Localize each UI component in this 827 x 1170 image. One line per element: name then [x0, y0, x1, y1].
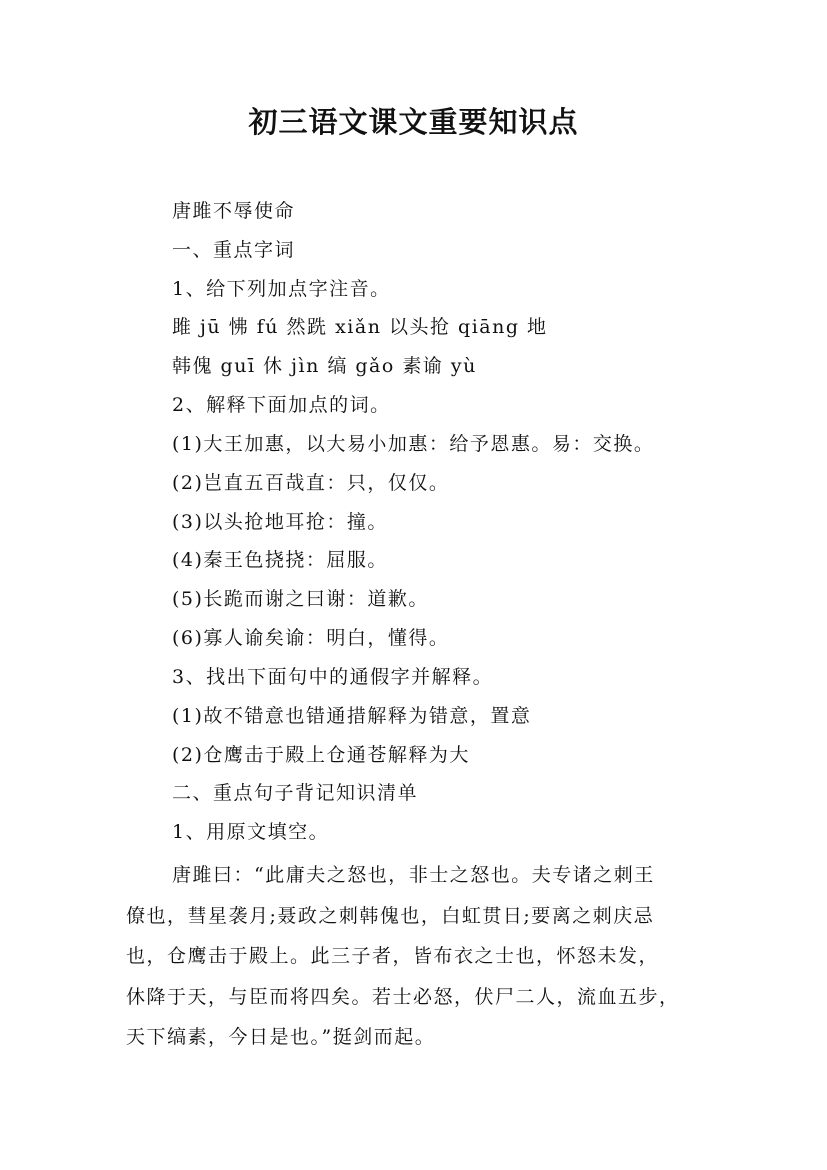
section-heading-key-sentences: 二、重点句子背记知识清单: [172, 782, 419, 804]
explanation-item-4: (4)秦王色挠挠：屈服。: [172, 549, 388, 571]
explanation-item-3: (3)以头抢地耳抢：撞。: [172, 511, 388, 533]
pinyin-line-2: 韩傀 guī 休 jìn 缟 gǎo 素谕 yù: [172, 355, 477, 377]
passage-line: 休降于天，与臣而将四矣。若士必怒，伏尸二人，流血五步，: [126, 985, 680, 1008]
explanation-item-5: (5)长跪而谢之曰谢：道歉。: [172, 588, 429, 610]
section-heading-lesson: 唐雎不辱使命: [172, 200, 296, 222]
explanation-item-6: (6)寡人谕矣谕：明白，懂得。: [172, 627, 450, 649]
explanation-item-1: (1)大王加惠，以大易小加惠：给予恩惠。易：交换。: [172, 433, 655, 455]
document-title: 初三语文课文重要知识点: [248, 105, 579, 139]
tongjia-item-2: (2)仓鹰击于殿上仓通苍解释为大: [172, 744, 470, 766]
question-2-heading: 2、解释下面加点的词。: [172, 394, 391, 416]
tongjia-item-1: (1)故不错意也错通措解释为错意，置意: [172, 705, 532, 727]
section-heading-key-words: 一、重点字词: [172, 239, 296, 261]
question-1-heading: 1、给下列加点字注音。: [172, 278, 391, 300]
quoted-passage: [126, 855, 716, 1058]
pinyin-line-1: 雎 jū 怫 fú 然跣 xiǎn 以头抢 qiāng 地: [172, 316, 548, 338]
passage-line: 僚也，彗星袭月;聂政之刺韩傀也，白虹贯日;要离之刺庆忌: [126, 904, 655, 927]
passage-line: 唐雎曰：“此庸夫之怒也，非士之怒也。夫专诸之刺王: [172, 864, 655, 886]
passage-line: 也，仓鹰击于殿上。此三子者，皆布衣之士也，怀怒未发，: [126, 945, 660, 967]
fill-in-heading: 1、用原文填空。: [172, 821, 330, 843]
question-3-heading: 3、找出下面句中的通假字并解释。: [172, 666, 494, 688]
passage-line: 天下缟素，今日是也。”挺剑而起。: [126, 1026, 436, 1048]
explanation-item-2: (2)岂直五百哉直：只，仅仅。: [172, 472, 450, 494]
